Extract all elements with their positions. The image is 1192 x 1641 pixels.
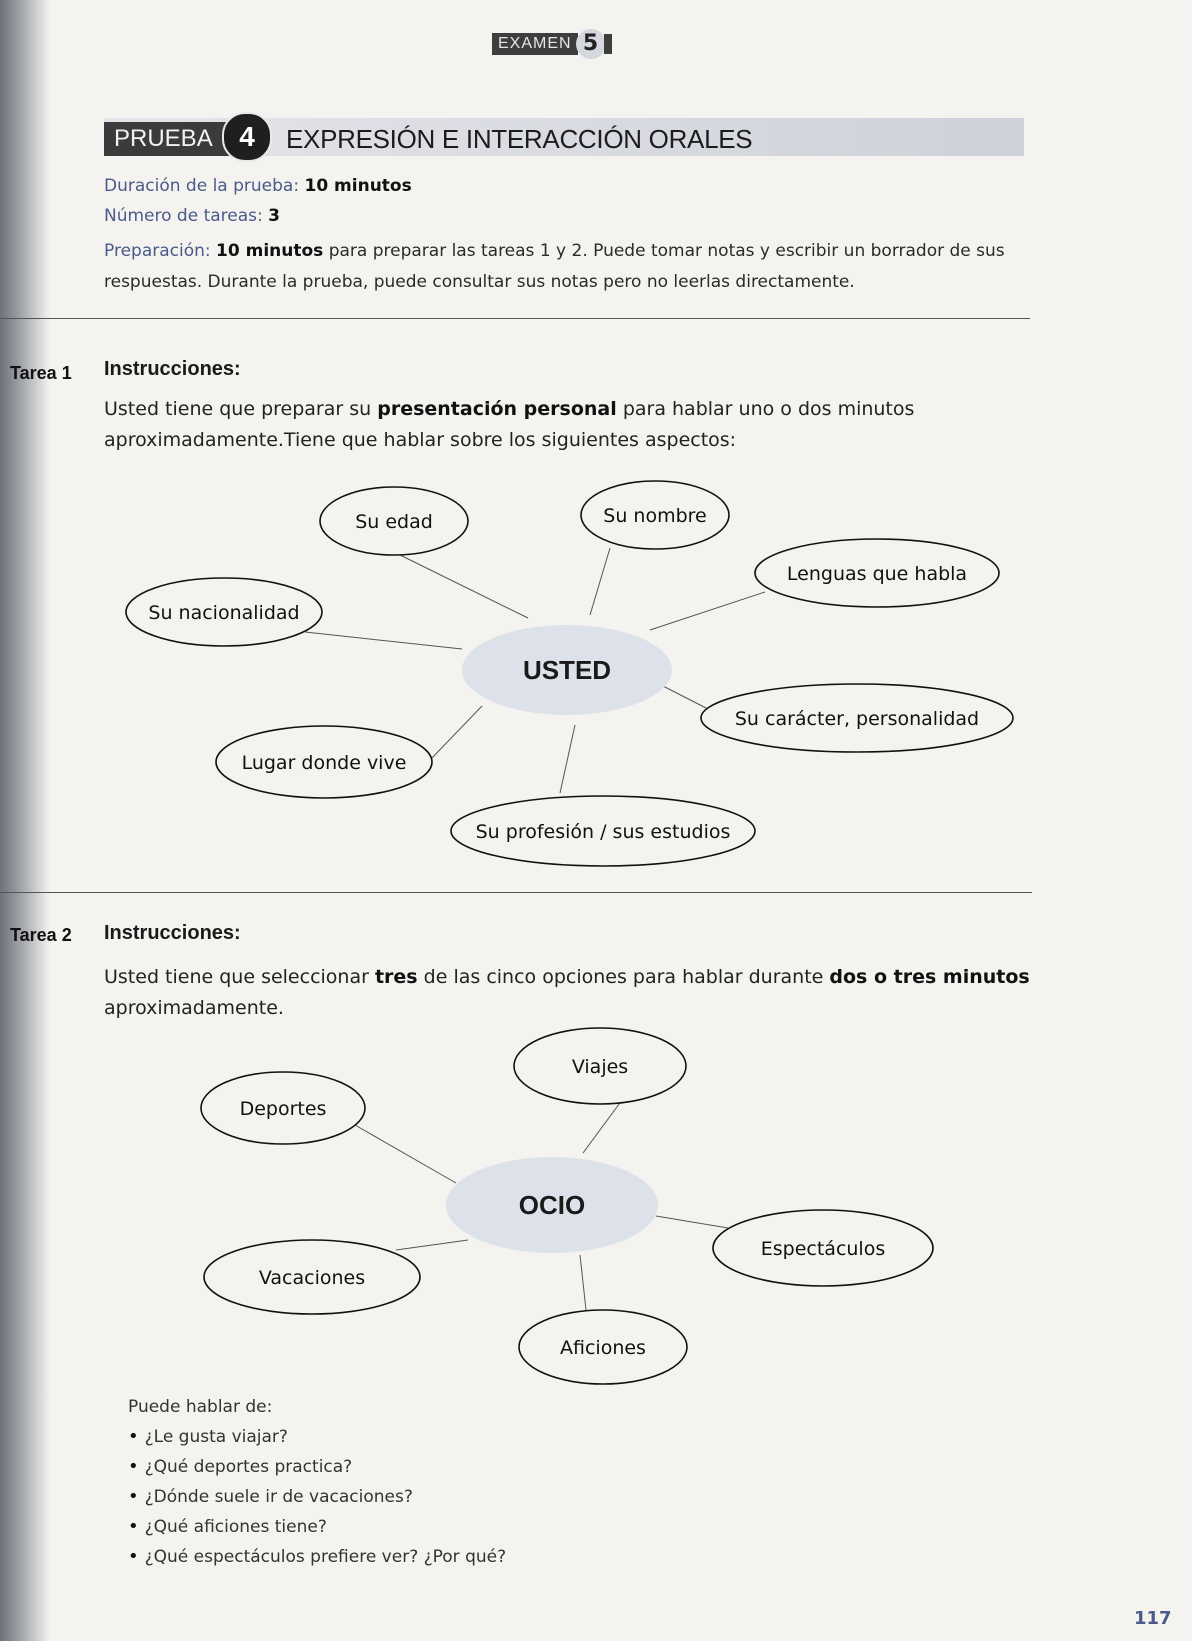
connector-lugar	[430, 706, 482, 760]
tarea2-text-b: de las cinco opciones para hablar durante	[423, 966, 824, 988]
connector-espectaculos	[656, 1216, 728, 1228]
node-caracter-label: Su carácter, personalidad	[734, 708, 980, 730]
prompt-text: ¿Le gusta viajar?	[144, 1427, 288, 1447]
discussion-prompts	[128, 1392, 506, 1572]
tarea2-instructions	[104, 962, 1034, 1024]
tarea2-heading: Instrucciones:	[104, 922, 241, 944]
tasks-label: Número de tareas:	[104, 206, 263, 226]
node-aficiones-label: Aficiones	[560, 1337, 646, 1359]
duration-label: Duración de la prueba:	[104, 176, 300, 196]
tarea2-text-bold2: dos o tres minutos	[829, 966, 1030, 988]
node-profesion-label: Su profesión / sus estudios	[475, 821, 731, 843]
prompt-item	[128, 1452, 506, 1482]
prep-label: Preparación:	[104, 241, 211, 261]
ocio-center-label: OCIO	[518, 1190, 586, 1220]
tarea1-tab: Tarea 1	[10, 363, 72, 383]
prompt-item	[128, 1482, 506, 1512]
divider-2	[0, 892, 1032, 893]
connector-lenguas	[650, 592, 765, 630]
duration-value: 10 minutos	[304, 176, 412, 196]
node-espectaculos-label: Espectáculos	[760, 1238, 886, 1260]
tarea1-text-a: Usted tiene que preparar su	[104, 398, 372, 420]
node-deportes-label: Deportes	[239, 1098, 327, 1120]
connector-edad	[400, 555, 528, 618]
tarea2-tab: Tarea 2	[10, 925, 72, 945]
tarea2-text-bold1: tres	[374, 966, 418, 988]
connector-nombre	[590, 548, 610, 615]
connector-profesion	[560, 725, 575, 793]
section-label: PRUEBA	[104, 122, 249, 156]
node-nacionalidad-label: Su nacionalidad	[148, 602, 300, 624]
prompt-item	[128, 1542, 506, 1572]
node-lenguas-label: Lenguas que habla	[786, 563, 968, 585]
tarea2-text-c: aproximadamente.	[104, 997, 284, 1019]
prompt-text: ¿Qué deportes practica?	[144, 1457, 353, 1477]
section-title: EXPRESIÓN E INTERACCIÓN ORALES	[286, 124, 753, 154]
prompt-item	[128, 1422, 506, 1452]
section-number: 4	[222, 112, 272, 162]
tarea1-heading: Instrucciones:	[104, 358, 241, 380]
node-edad-label: Su edad	[355, 511, 433, 533]
connector-nacionalidad	[305, 632, 462, 649]
prep-text: para preparar las tareas 1 y 2. Puede tomar notas y escribir un borrador de sus respuestas. Durante la prueba, puede consultar sus notas pero no leerlas directamente.	[104, 241, 1005, 292]
tarea2-text-a: Usted tiene que seleccionar	[104, 966, 369, 988]
prompt-text: ¿Qué espectáculos prefiere ver? ¿Por qué?	[144, 1547, 507, 1567]
node-lugar-label: Lugar donde vive	[241, 752, 407, 774]
prompts-list	[128, 1422, 506, 1572]
node-nombre-label: Su nombre	[603, 505, 707, 527]
prompt-text: ¿Qué aficiones tiene?	[144, 1517, 327, 1537]
node-vacaciones-label: Vacaciones	[258, 1267, 366, 1289]
connector-caracter	[663, 686, 706, 708]
usted-center-label: USTED	[522, 655, 612, 685]
prompt-text: ¿Dónde suele ir de vacaciones?	[144, 1487, 413, 1507]
prep-value: 10 minutos	[216, 241, 324, 261]
tarea1-text-b: para hablar uno o dos minutos aproximadamente.Tiene que hablar sobre los siguientes aspectos:	[104, 398, 915, 451]
exam-label: EXAMEN	[492, 33, 578, 55]
prompts-intro: Puede hablar de:	[128, 1397, 273, 1417]
node-viajes-label: Viajes	[571, 1056, 629, 1078]
connector-deportes	[355, 1125, 456, 1183]
connector-aficiones	[580, 1255, 586, 1310]
tasks-value: 3	[268, 206, 280, 226]
connector-vacaciones	[396, 1240, 468, 1250]
exam-number: 5	[576, 29, 606, 59]
tarea1-text-bold: presentación personal	[377, 398, 617, 420]
page-number: 117	[1134, 1608, 1172, 1629]
prompt-item	[128, 1512, 506, 1542]
